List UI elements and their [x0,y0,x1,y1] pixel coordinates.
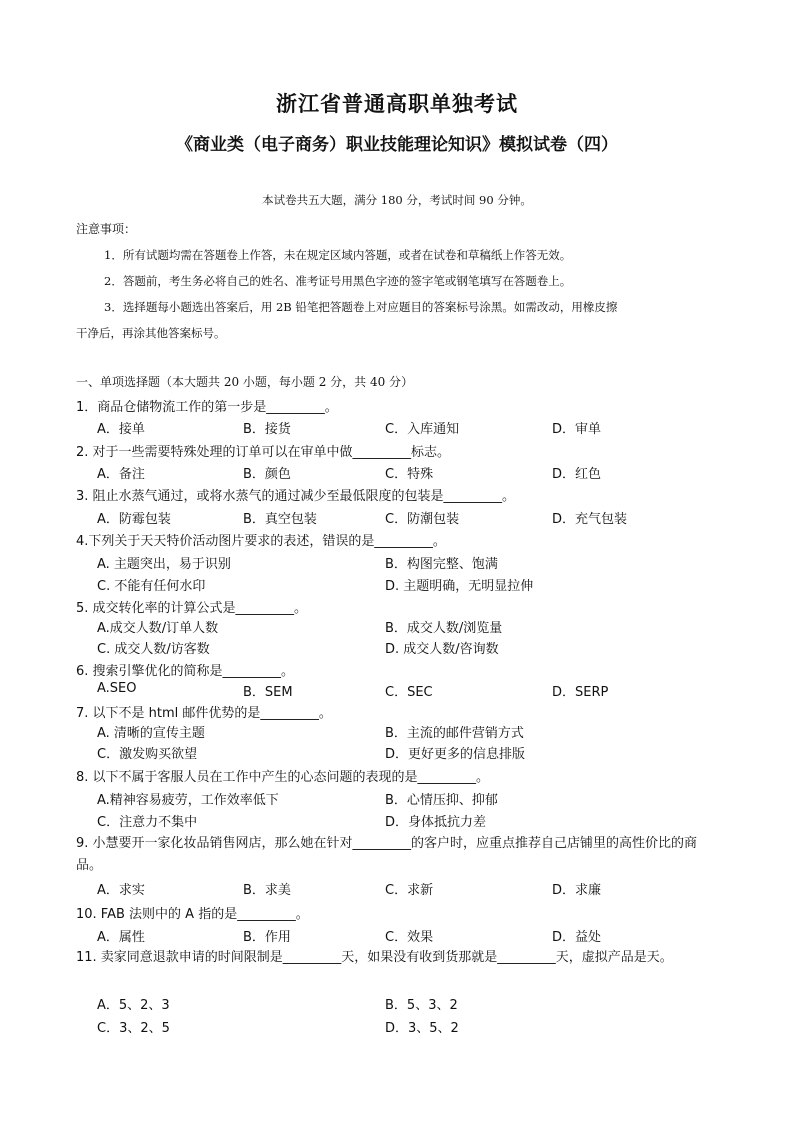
question-4-stem: 4.下列关于天天特价活动图片要求的表述，错误的是_________。 [76,534,446,549]
question-2-option-b: B．颜色 [243,467,291,482]
exam-title: 浙江省普通高职单独考试 [276,91,518,116]
question-11-option-c: C．3、2、5 [97,1021,170,1036]
question-3-option-c: C．防潮包装 [385,512,460,527]
question-11-option-b: B．5、3、2 [385,998,458,1013]
question-6-option-c: C．SEC [385,685,433,700]
question-11-option-d: D．3、5、2 [385,1021,459,1036]
question-5-option-c: C. 成交人数/访客数 [97,642,210,657]
exam-summary: 本试卷共五大题，满分 180 分，考试时间 90 分钟。 [262,193,532,207]
question-10-option-b: B．作用 [243,930,291,945]
notice-heading: 注意事项： [76,222,137,236]
question-1-option-a: A．接单 [97,422,145,437]
question-7-option-a: A. 清晰的宣传主题 [97,726,205,741]
question-6-option-a: A.SEO [97,681,137,696]
question-7-stem: 7. 以下不是 html 邮件优势的是_________。 [76,706,332,721]
question-2-option-d: D．红色 [552,467,602,482]
question-11-option-a: A．5、2、3 [97,998,170,1013]
question-1-stem: 1．商品仓储物流工作的第一步是_________。 [76,400,338,415]
question-3-option-d: D．充气包装 [552,512,628,527]
question-3-option-b: B．真空包装 [243,512,317,527]
question-10-option-d: D．益处 [552,930,602,945]
question-1-option-c: C．入库通知 [385,422,460,437]
question-8-option-b: B．心情压抑、抑郁 [385,793,498,808]
question-5-option-a: A.成交人数/订单人数 [97,621,219,636]
question-11-stem: 11. 卖家同意退款申请的时间限制是_________天，如果没有收到货那就是_________天，虚拟产品是天。 [76,950,673,965]
question-3-option-a: A．防霉包装 [97,512,171,527]
question-2-stem: 2. 对于一些需要特殊处理的订单可以在审单中做_________标志。 [76,445,451,460]
question-1-option-b: B．接货 [243,422,291,437]
exam-subtitle: 《商业类（电子商务）职业技能理论知识》模拟试卷（四） [176,135,618,155]
question-8-option-a: A.精神容易疲劳，工作效率低下 [97,793,279,808]
question-4-option-a: A. 主题突出，易于识别 [97,557,231,572]
question-9-stem: 9. 小慧要开一家化妆品销售网店，那么她在针对_________的客户时，应重点推荐自己店铺里的高性价比的商品。 [76,836,698,873]
question-8-stem: 8. 以下不属于客服人员在工作中产生的心态问题的表现的是_________。 [76,770,490,785]
question-4-option-d: D. 主题明确，无明显拉伸 [385,579,534,594]
question-5-option-b: B．成交人数/浏览量 [385,621,503,636]
question-1-option-d: D．审单 [552,422,602,437]
question-9-option-a: A．求实 [97,883,145,898]
question-6-stem: 6. 搜索引擎优化的简称是_________。 [76,664,295,679]
question-10-stem: 10. FAB 法则中的 A 指的是_________。 [76,907,309,922]
question-9-option-d: D．求廉 [552,883,602,898]
question-7-option-c: C．激发购买欲望 [97,747,198,762]
question-4-option-c: C. 不能有任何水印 [97,579,206,594]
question-8-option-d: D．身体抵抗力差 [385,815,487,830]
notice-item-1: 1．所有试题均需在答题卷上作答，未在规定区域内答题，或者在试卷和草稿纸上作答无效。 [104,248,572,262]
question-10-option-c: C．效果 [385,930,434,945]
question-2-option-c: C．特殊 [385,467,434,482]
question-9-option-b: B．求美 [243,883,291,898]
question-7-option-d: D．更好更多的信息排版 [385,747,526,762]
question-3-stem: 3. 阻止水蒸气通过，或将水蒸气的通过减少至最低限度的包装是_________。 [76,489,516,504]
question-6-option-b: B．SEM [243,685,293,700]
question-5-stem: 5. 成交转化率的计算公式是_________。 [76,601,308,616]
question-9-option-c: C．求新 [385,883,434,898]
question-5-option-d: D. 成交人数/咨询数 [385,642,499,657]
question-4-option-b: B．构图完整、饱满 [385,557,498,572]
question-10-option-a: A．属性 [97,930,145,945]
notice-item-3-line-2: 干净后，再涂其他答案标号。 [76,326,226,340]
notice-item-2: 2．答题前，考生务必将自己的姓名、准考证号用黑色字迹的签字笔或钢笔填写在答题卷上。 [104,274,572,288]
question-8-option-c: C．注意力不集中 [97,815,198,830]
question-2-option-a: A．备注 [97,467,145,482]
question-6-option-d: D．SERP [552,685,609,700]
notice-item-3-line-1: 3．选择题每小题选出答案后，用 2B 铅笔把答题卷上对应题目的答案标号涂黑。如需改动，用橡皮擦 [104,300,618,314]
question-7-option-b: B．主流的邮件营销方式 [385,726,524,741]
section-1-heading: 一、单项选择题（本大题共 20 小题，每小题 2 分，共 40 分） [76,375,414,389]
